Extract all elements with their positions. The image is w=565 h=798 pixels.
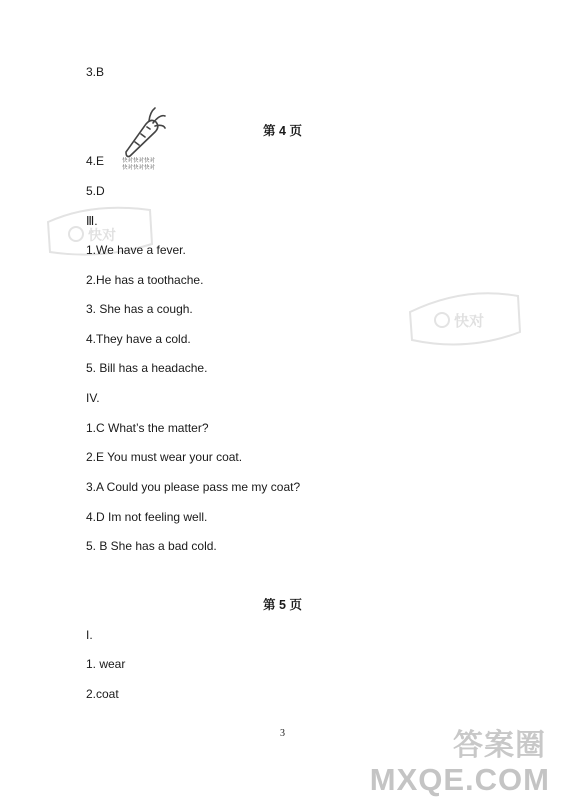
answer-line: 3.A Could you please pass me my coat? [86, 480, 301, 494]
answer-line: 1.C What’s the matter? [86, 421, 209, 435]
answer-line: 5.D [86, 184, 105, 198]
page-number: 3 [280, 728, 285, 739]
section-numeral: I. [86, 628, 93, 642]
answer-site-watermark [360, 670, 560, 797]
watermark-text: 快对 [88, 227, 116, 243]
answer-line: 2.E You must wear your coat. [86, 450, 243, 464]
answer-site-watermark-url: MXQE.COM [369, 762, 550, 797]
kuaidui-watermark-right [404, 282, 526, 357]
answer-line: 3.B [86, 65, 105, 79]
answer-line: 2.He has a toothache. [86, 273, 204, 287]
logo-caption-line1: 快对快对快对 [122, 158, 156, 164]
answer-site-watermark-text: 答案圈 [453, 729, 546, 762]
answer-line: 4.They have a cold. [86, 332, 191, 346]
answer-line: 1. wear [86, 657, 126, 671]
section-numeral: Ⅲ. [86, 214, 98, 228]
watermark-text: 快对 [454, 313, 485, 330]
answer-line: 3. She has a cough. [86, 302, 193, 316]
logo-caption [122, 158, 155, 172]
answer-line: 5. B She has a bad cold. [86, 539, 217, 553]
answer-line: 1.We have a fever. [86, 243, 186, 257]
answer-line: 2.coat [86, 687, 119, 701]
answer-line: 4.D Im not feeling well. [86, 510, 208, 524]
logo-caption-line2: 快对快对快对 [122, 165, 156, 171]
page-5-heading: 第 5 页 [263, 598, 302, 612]
page-4-heading: 第 4 页 [263, 124, 302, 138]
section-numeral: IV. [86, 391, 100, 405]
answer-line: 5. Bill has a headache. [86, 361, 208, 375]
kuaidui-carrot-logo [118, 102, 168, 176]
answer-line: 4.E [86, 154, 105, 168]
